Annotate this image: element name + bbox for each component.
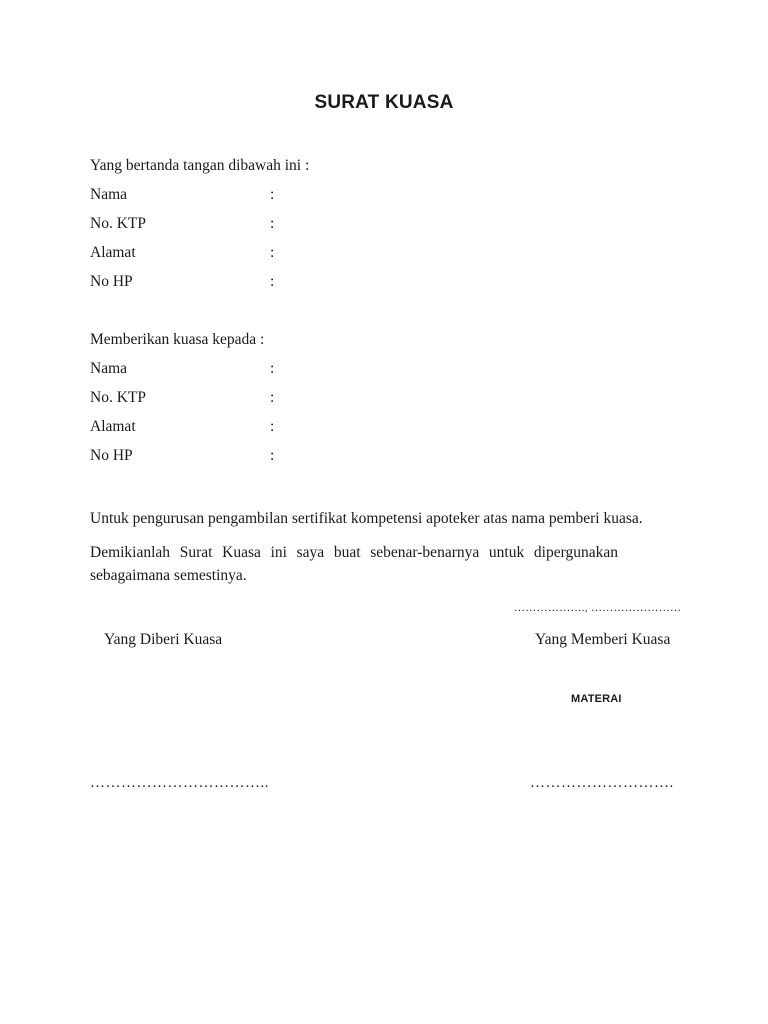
signature-right-line: ………………………. — [530, 775, 674, 791]
grantee-name-colon: : — [270, 360, 275, 377]
grantor-phone-colon: : — [270, 273, 275, 290]
place-date-field: ………………., …………………… — [514, 602, 682, 614]
grantor-ktp-label: No. KTP — [90, 215, 146, 232]
signature-left-label: Yang Diberi Kuasa — [104, 631, 223, 648]
signature-right-label: Yang Memberi Kuasa — [535, 631, 671, 648]
closing-line-1: Demikianlah Surat Kuasa ini saya buat sebenar-benarnya untuk dipergunakan — [90, 544, 618, 561]
grantee-ktp-label: No. KTP — [90, 389, 146, 406]
signature-left-line: …………………………….. — [90, 775, 269, 791]
grantee-address-label: Alamat — [90, 418, 136, 435]
purpose-text: Untuk pengurusan pengambilan sertifikat kompetensi apoteker atas nama pemberi kuasa. — [90, 510, 643, 527]
grantee-address-colon: : — [270, 418, 275, 435]
grantee-phone-colon: : — [270, 447, 275, 464]
stamp-label: MATERAI — [571, 693, 622, 705]
grantor-name-label: Nama — [90, 186, 128, 203]
grantee-name-label: Nama — [90, 360, 128, 377]
grantee-ktp-colon: : — [270, 389, 275, 406]
intro-text: Yang bertanda tangan dibawah ini : — [90, 157, 310, 174]
grantor-phone-label: No HP — [90, 273, 133, 290]
document-title: SURAT KUASA — [314, 92, 454, 113]
grant-intro-text: Memberikan kuasa kepada : — [90, 331, 265, 348]
grantor-address-label: Alamat — [90, 244, 136, 261]
grantor-name-colon: : — [270, 186, 275, 203]
grantor-address-colon: : — [270, 244, 275, 261]
grantee-phone-label: No HP — [90, 447, 133, 464]
grantor-ktp-colon: : — [270, 215, 275, 232]
closing-line-2: sebagaimana semestinya. — [90, 567, 247, 584]
